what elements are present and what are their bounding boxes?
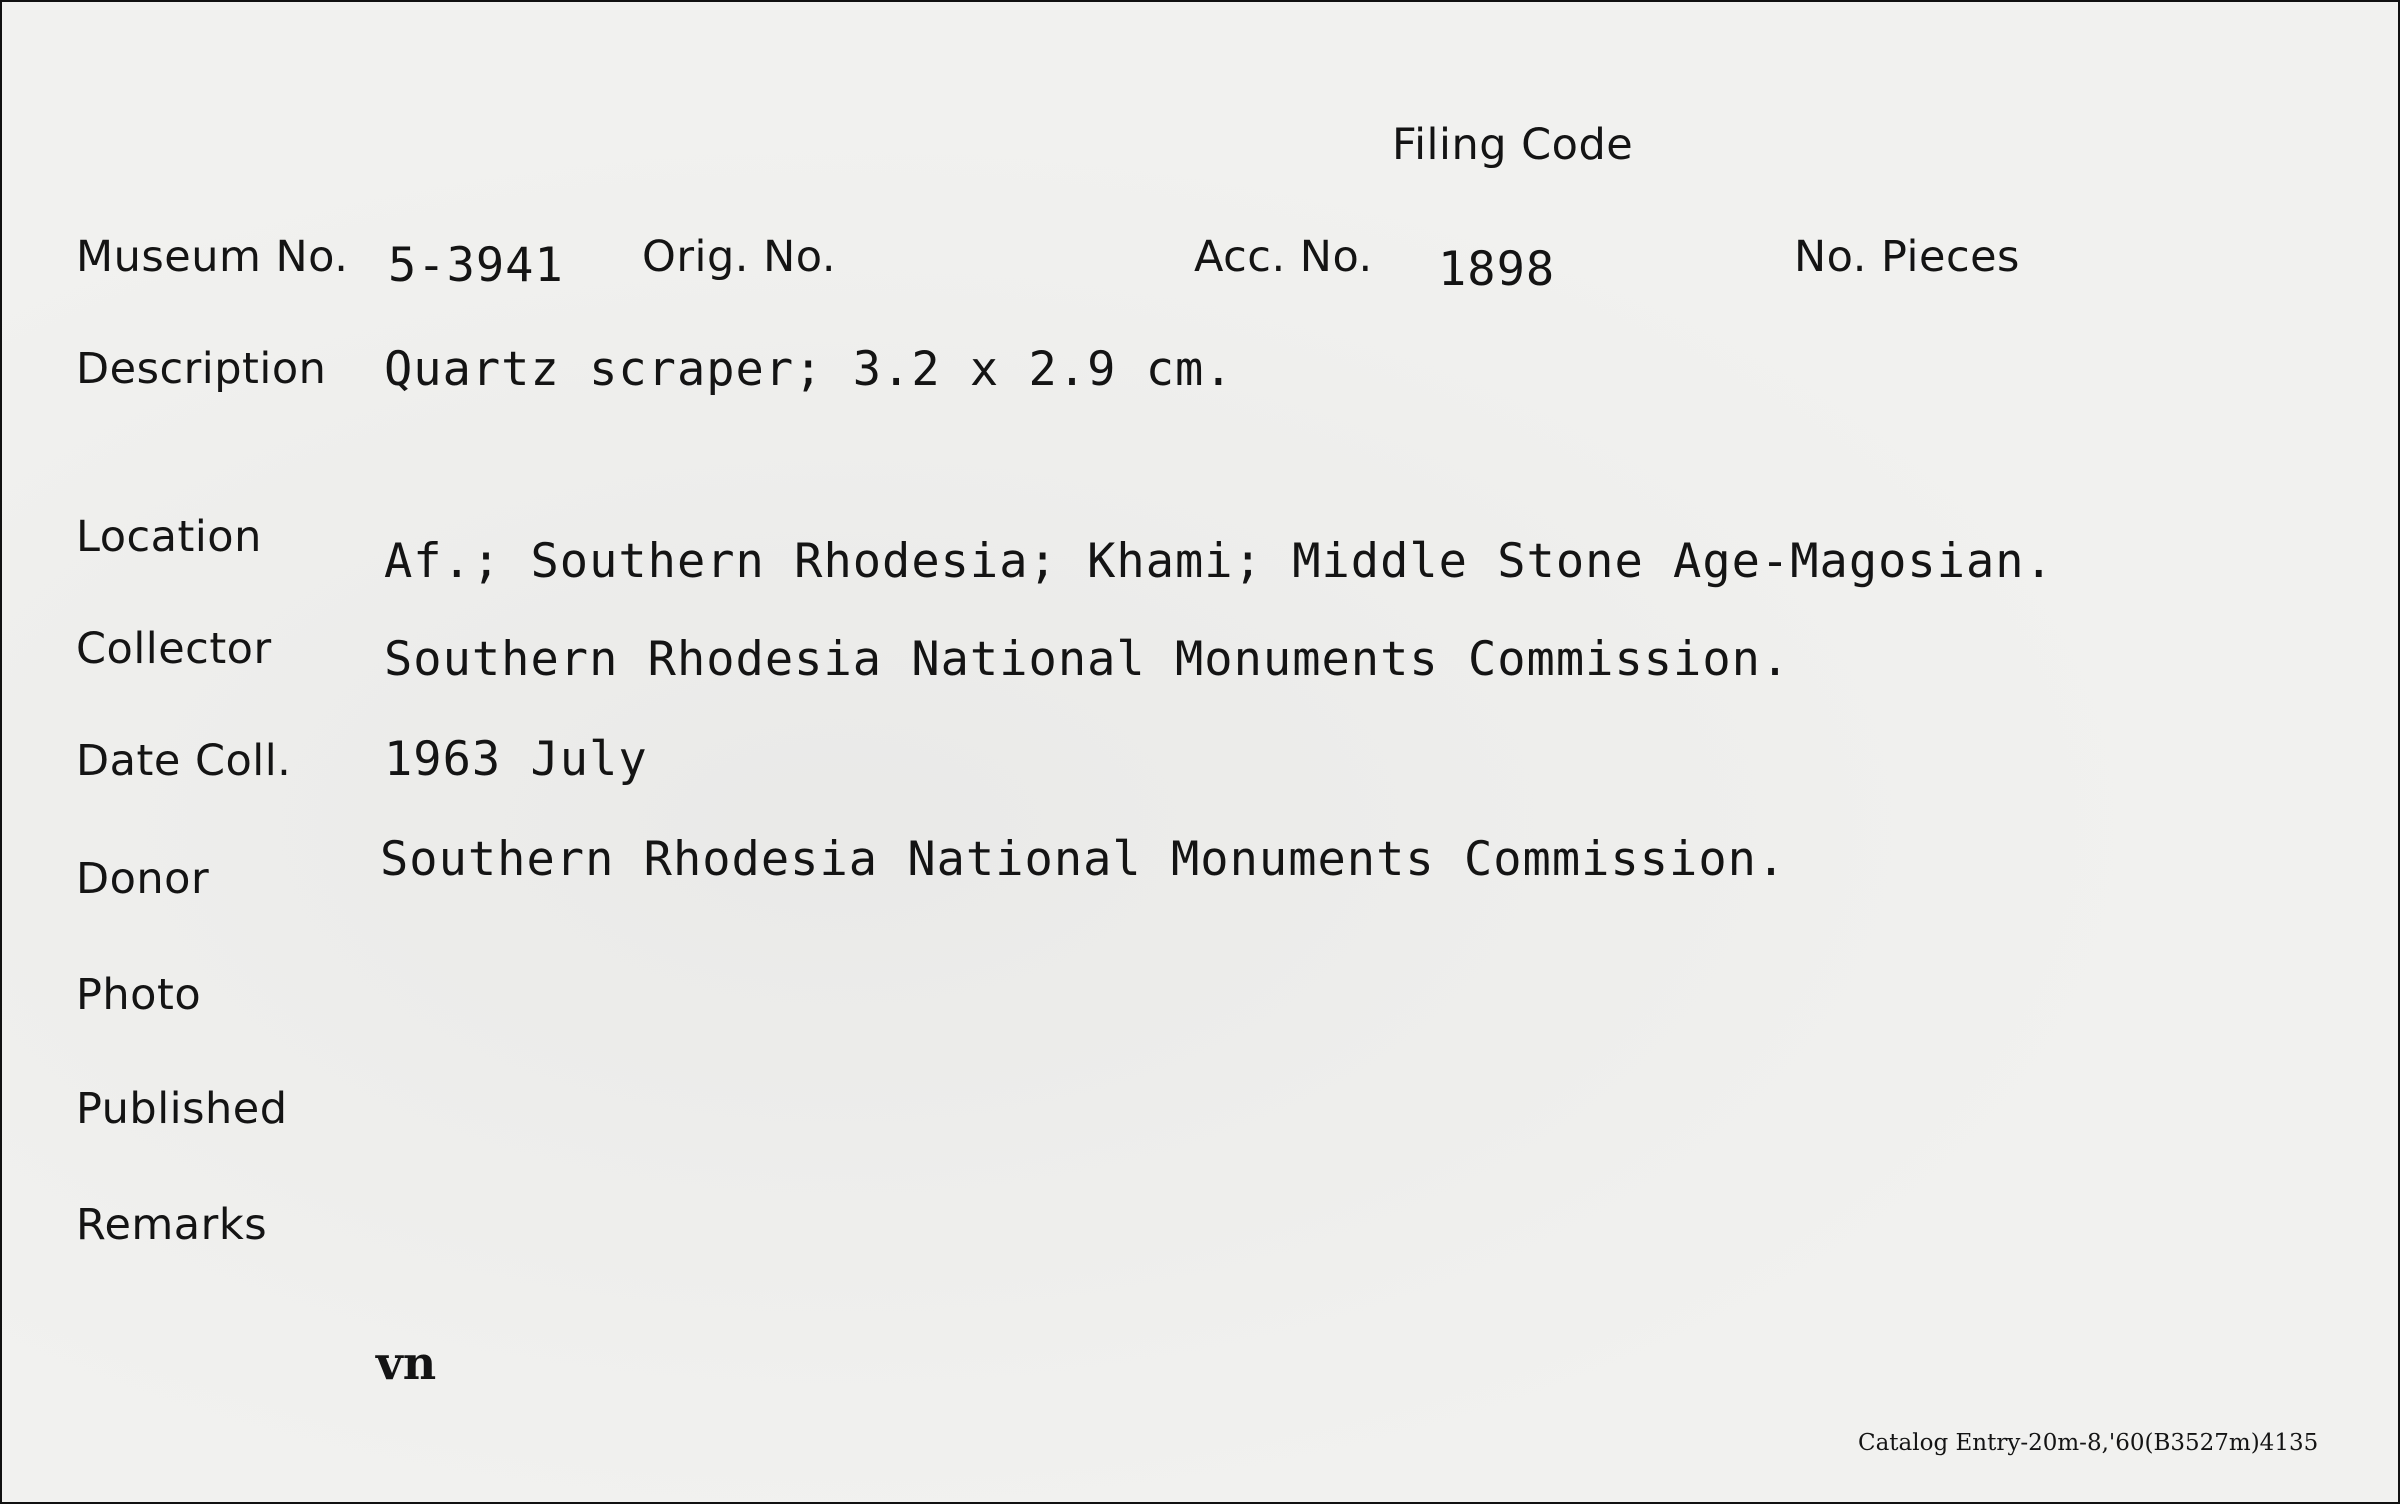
museum-no-label: Museum No. (76, 232, 349, 282)
remarks-label: Remarks (76, 1200, 268, 1250)
museum-no-value: 5-3941 (388, 238, 564, 293)
location-value: Af.; Southern Rhodesia; Khami; Middle Stone Age-Magosian. (384, 534, 2054, 589)
date-coll-value: 1963 July (384, 732, 648, 787)
donor-label: Donor (76, 854, 210, 904)
no-pieces-label: No. Pieces (1794, 232, 2020, 282)
filing-code-label: Filing Code (1392, 120, 1634, 170)
location-label: Location (76, 512, 262, 562)
description-value: Quartz scraper; 3.2 x 2.9 cm. (384, 342, 1234, 397)
collector-label: Collector (76, 624, 272, 674)
donor-value: Southern Rhodesia National Monuments Commission. (380, 832, 1787, 887)
cataloger-initials: vn (376, 1336, 437, 1390)
collector-value: Southern Rhodesia National Monuments Commission. (384, 632, 1791, 687)
orig-no-label: Orig. No. (642, 232, 836, 282)
form-footer: Catalog Entry-20m-8,'60(B3527m)4135 (1858, 1430, 2319, 1456)
published-label: Published (76, 1084, 288, 1134)
acc-no-label: Acc. No. (1194, 232, 1373, 282)
acc-no-value: 1898 (1438, 242, 1556, 297)
photo-label: Photo (76, 970, 202, 1020)
date-coll-label: Date Coll. (76, 736, 292, 786)
description-label: Description (76, 344, 327, 394)
